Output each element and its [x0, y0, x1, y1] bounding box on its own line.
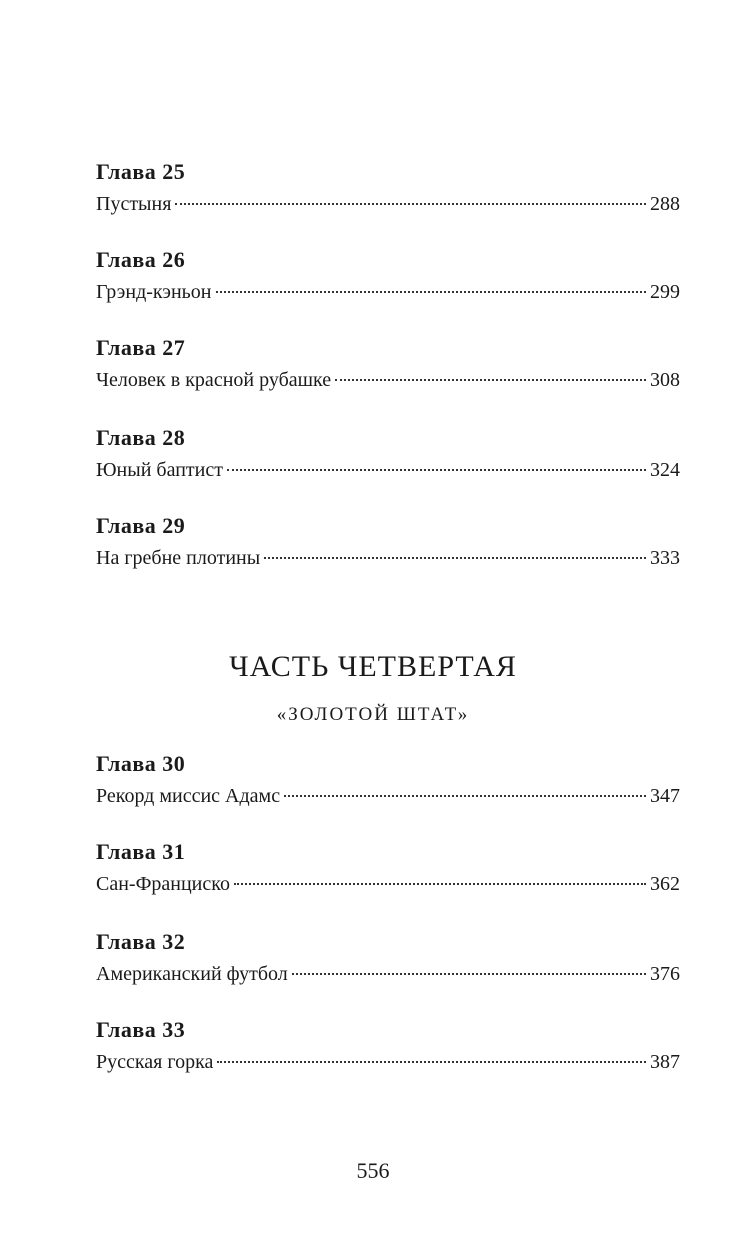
toc-chapter-32: [96, 928, 680, 988]
chapter-label: Глава 28: [96, 425, 186, 450]
toc-chapter-31: [96, 838, 680, 898]
dot-leader: [175, 203, 646, 205]
page-number: 556: [356, 1158, 390, 1183]
chapter-title: Человек в красной рубашке: [96, 369, 332, 391]
toc-entry: [96, 278, 680, 306]
toc-chapter-29: [96, 512, 680, 572]
part-subtitle: «ЗОЛОТОЙ ШТАТ»: [276, 704, 470, 725]
toc-entry: [96, 1048, 680, 1076]
toc-entry: [96, 544, 680, 572]
chapter-title: Юный баптист: [96, 459, 223, 481]
chapter-label: Глава 27: [96, 335, 186, 360]
chapter-label: Глава 29: [96, 513, 186, 538]
chapter-label: Глава 26: [96, 247, 186, 272]
dot-leader: [284, 795, 646, 797]
chapter-title: Грэнд-кэньон: [96, 281, 212, 303]
toc-chapter-30: [96, 750, 680, 810]
chapter-page-number: 333: [650, 547, 680, 569]
chapter-label: Глава 31: [96, 839, 186, 864]
toc-chapter-25: [96, 158, 680, 218]
dot-leader: [335, 379, 646, 381]
chapter-title: На гребне плотины: [96, 547, 261, 569]
part-title: ЧАСТЬ ЧЕТВЕРТАЯ: [229, 650, 517, 683]
chapter-page-number: 347: [650, 785, 680, 807]
dot-leader: [216, 291, 647, 293]
toc-entry: [96, 960, 680, 988]
chapter-page-number: 324: [650, 459, 680, 481]
chapter-label: Глава 25: [96, 159, 186, 184]
toc-chapter-27: [96, 334, 680, 394]
toc-entry: [96, 870, 680, 898]
chapter-title: Пустыня: [96, 193, 172, 215]
toc-chapter-28: [96, 424, 680, 484]
chapter-label: Глава 30: [96, 751, 186, 776]
chapter-label: Глава 32: [96, 929, 186, 954]
dot-leader: [227, 469, 646, 471]
chapter-title: Американский футбол: [96, 963, 288, 985]
dot-leader: [217, 1061, 646, 1063]
toc-entry: [96, 782, 680, 810]
dot-leader: [264, 557, 646, 559]
chapter-page-number: 376: [650, 963, 680, 985]
chapter-title: Рекорд миссис Адамс: [96, 785, 281, 807]
chapter-label: Глава 33: [96, 1017, 186, 1042]
dot-leader: [234, 883, 646, 885]
toc-entry: [96, 366, 680, 394]
toc-entry: [96, 456, 680, 484]
chapter-page-number: 299: [650, 281, 680, 303]
chapter-title: Сан-Франциско: [96, 873, 230, 895]
chapter-page-number: 288: [650, 193, 680, 215]
chapter-page-number: 308: [650, 369, 680, 391]
toc-chapter-33: [96, 1016, 680, 1076]
chapter-page-number: 387: [650, 1051, 680, 1073]
chapter-title: Русская горка: [96, 1051, 214, 1073]
toc-chapter-26: [96, 246, 680, 306]
dot-leader: [292, 973, 646, 975]
chapter-page-number: 362: [650, 873, 680, 895]
toc-entry: [96, 190, 680, 218]
